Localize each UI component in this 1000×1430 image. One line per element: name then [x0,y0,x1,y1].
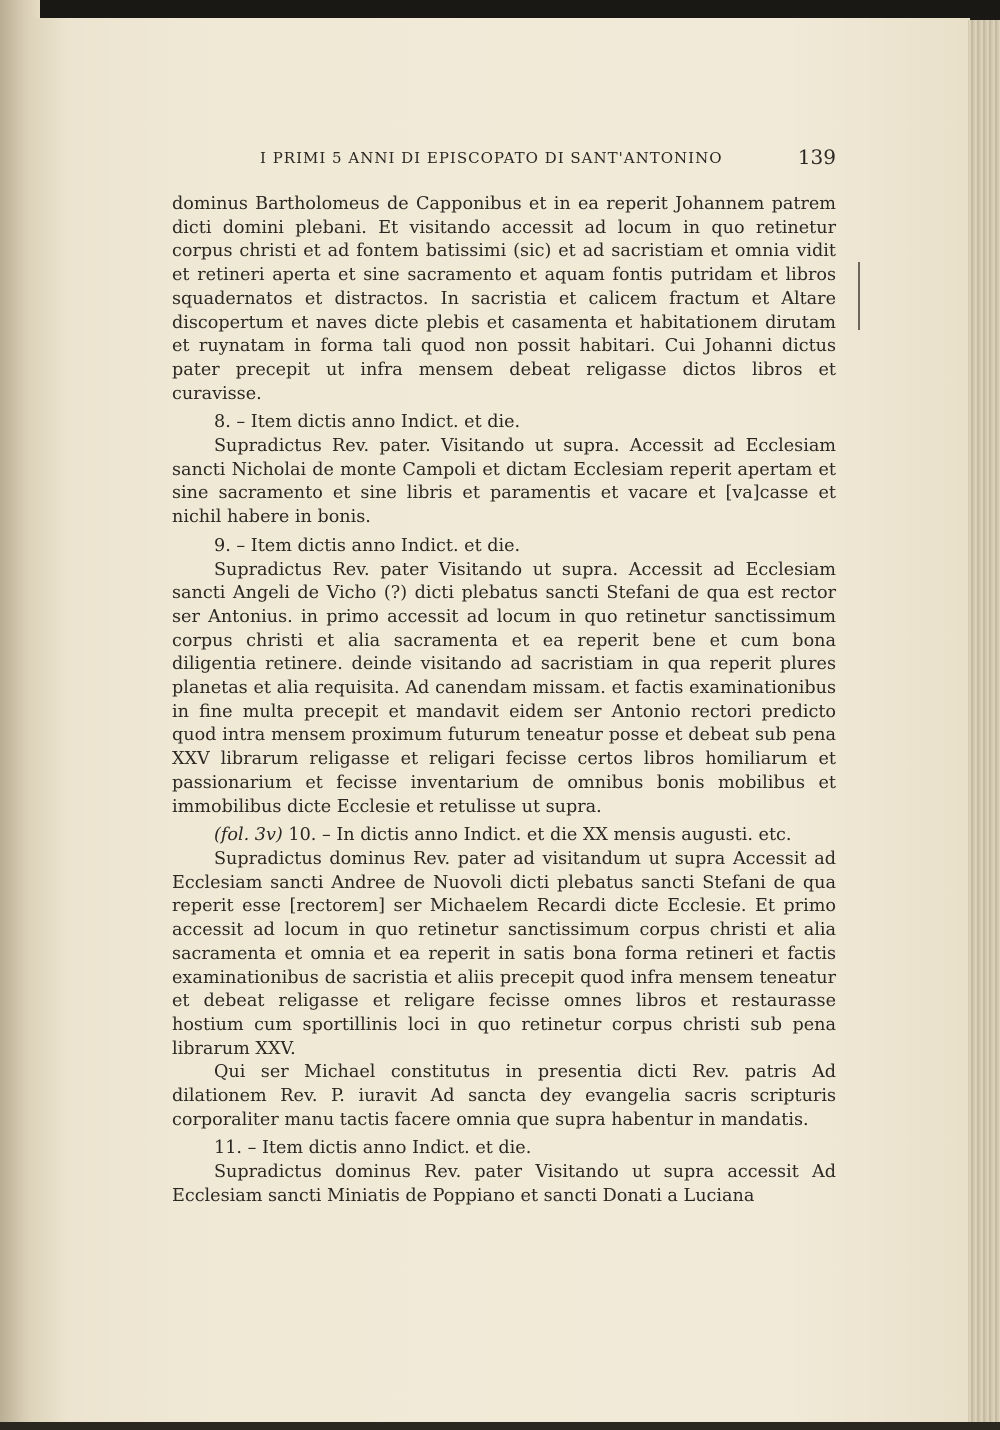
paragraph: dominus Bartholomeus de Capponibus et in ea reperit Johannem patrem dicti domini plebani. Et visitando accessit ad locum in quo retinetur corpus christi et ad fontem batissimi (sic) et ad sacristiam et omnia vidit et retineri aperta et sine sacramento et aquam fontis putridam et libros squadernatos et distractos. In sacristia et calicem fractum et Altare discopertum et naves dicte plebis et casamenta et habitationem dirutam et ruynatam in forma tali quod non possit habitari. Cui Johanni dictus pater precepit ut infra mensem debeat religasse dictos libros et curavisse. [172,194,836,404]
scan-background-top [0,0,1000,20]
paragraph: Supradictus Rev. pater. Visitando ut supra. Accessit ad Ecclesiam sancti Nicholai de monte Campoli et dictam Ecclesiam reperit apertam et sine sacramento et sine libris et paramentis et vacare et [va]casse et nichil habere in bonis. [172,436,836,528]
item-heading: 9. – Item dictis anno Indict. et die. [214,535,521,556]
item-heading: 11. – Item dictis anno Indict. et die. [214,1138,532,1159]
paragraph: Supradictus Rev. pater Visitando ut supra. Accessit ad Ecclesiam sancti Angeli de Vicho (?) dicti plebatus sancti Stefani de qua est rector ser Antonius. in primo accessit ad locum in quo retinetur sanctissimum corpus christi et alia sacramenta et ea reperit bene et cum bona diligentia retinere. deinde visitando ad sacristiam in qua reperit plures planetas et alia requisita. Ad canendam missam. et factis examinationibus in fine multa precepit et mandavit eidem ser Antonio rectori predicto quod intra mensem proximum futurum teneatur posse et debeat sub pena XXV librarum religasse et religari fecisse certos libros homiliarum et passionarium et fecisse inventarium de omnibus bonis mobilibus et immobilibus dicte Ecclesie et retulisse ut supra. [172,559,836,817]
scan-background-bottom [0,1422,1000,1430]
page-number: 139 [797,145,836,169]
page-header [172,145,836,175]
paragraph: Supradictus dominus Rev. pater ad visitandum ut supra Accessit ad Ecclesiam sancti Andree de Nuovoli dicti plebatus sancti Stefani de qua reperit esse [rectorem] ser Michaelem Recardi dicte Ecclesie. Et primo accessit ad locum in quo retinetur sanctissimum corpus christi et alia sacramenta et omnia et ea reperit in satis bona forma retineri et factis examinationibus de sacristia et aliis precepit quod infra mensem teneatur et debeat religasse et religare fecisse omnes libros et restaurasse hostium cum sportillinis loci in quo retinetur corpus christi sub pena librarum XXV. [172,848,836,1059]
item-heading [172,824,836,848]
running-head: I PRIMI 5 ANNI DI EPISCOPATO DI SANT'ANTONINO [260,149,723,167]
folio-reference: (fol. 3v) [214,825,283,846]
paragraph: Qui ser Michael constitutus in presentia dicti Rev. patris Ad dilationem Rev. P. iuravit Ad sancta dey evangelia sacris scripturis corporaliter manu tactis facere omnia que supra habentur in mandatis. [172,1062,836,1130]
item-heading: 8. – Item dictis anno Indict. et die. [214,412,521,433]
item-heading-text: 10. – In dictis anno Indict. et die XX mensis augusti. etc. [288,825,792,846]
body-text [172,193,836,1209]
page-edges [968,20,1000,1430]
paragraph: Supradictus dominus Rev. pater Visitando ut supra accessit Ad Ecclesiam sancti Miniatis de Poppiano et sancti Donati a Luciana [172,1162,836,1206]
margin-pencil-mark [858,296,860,330]
